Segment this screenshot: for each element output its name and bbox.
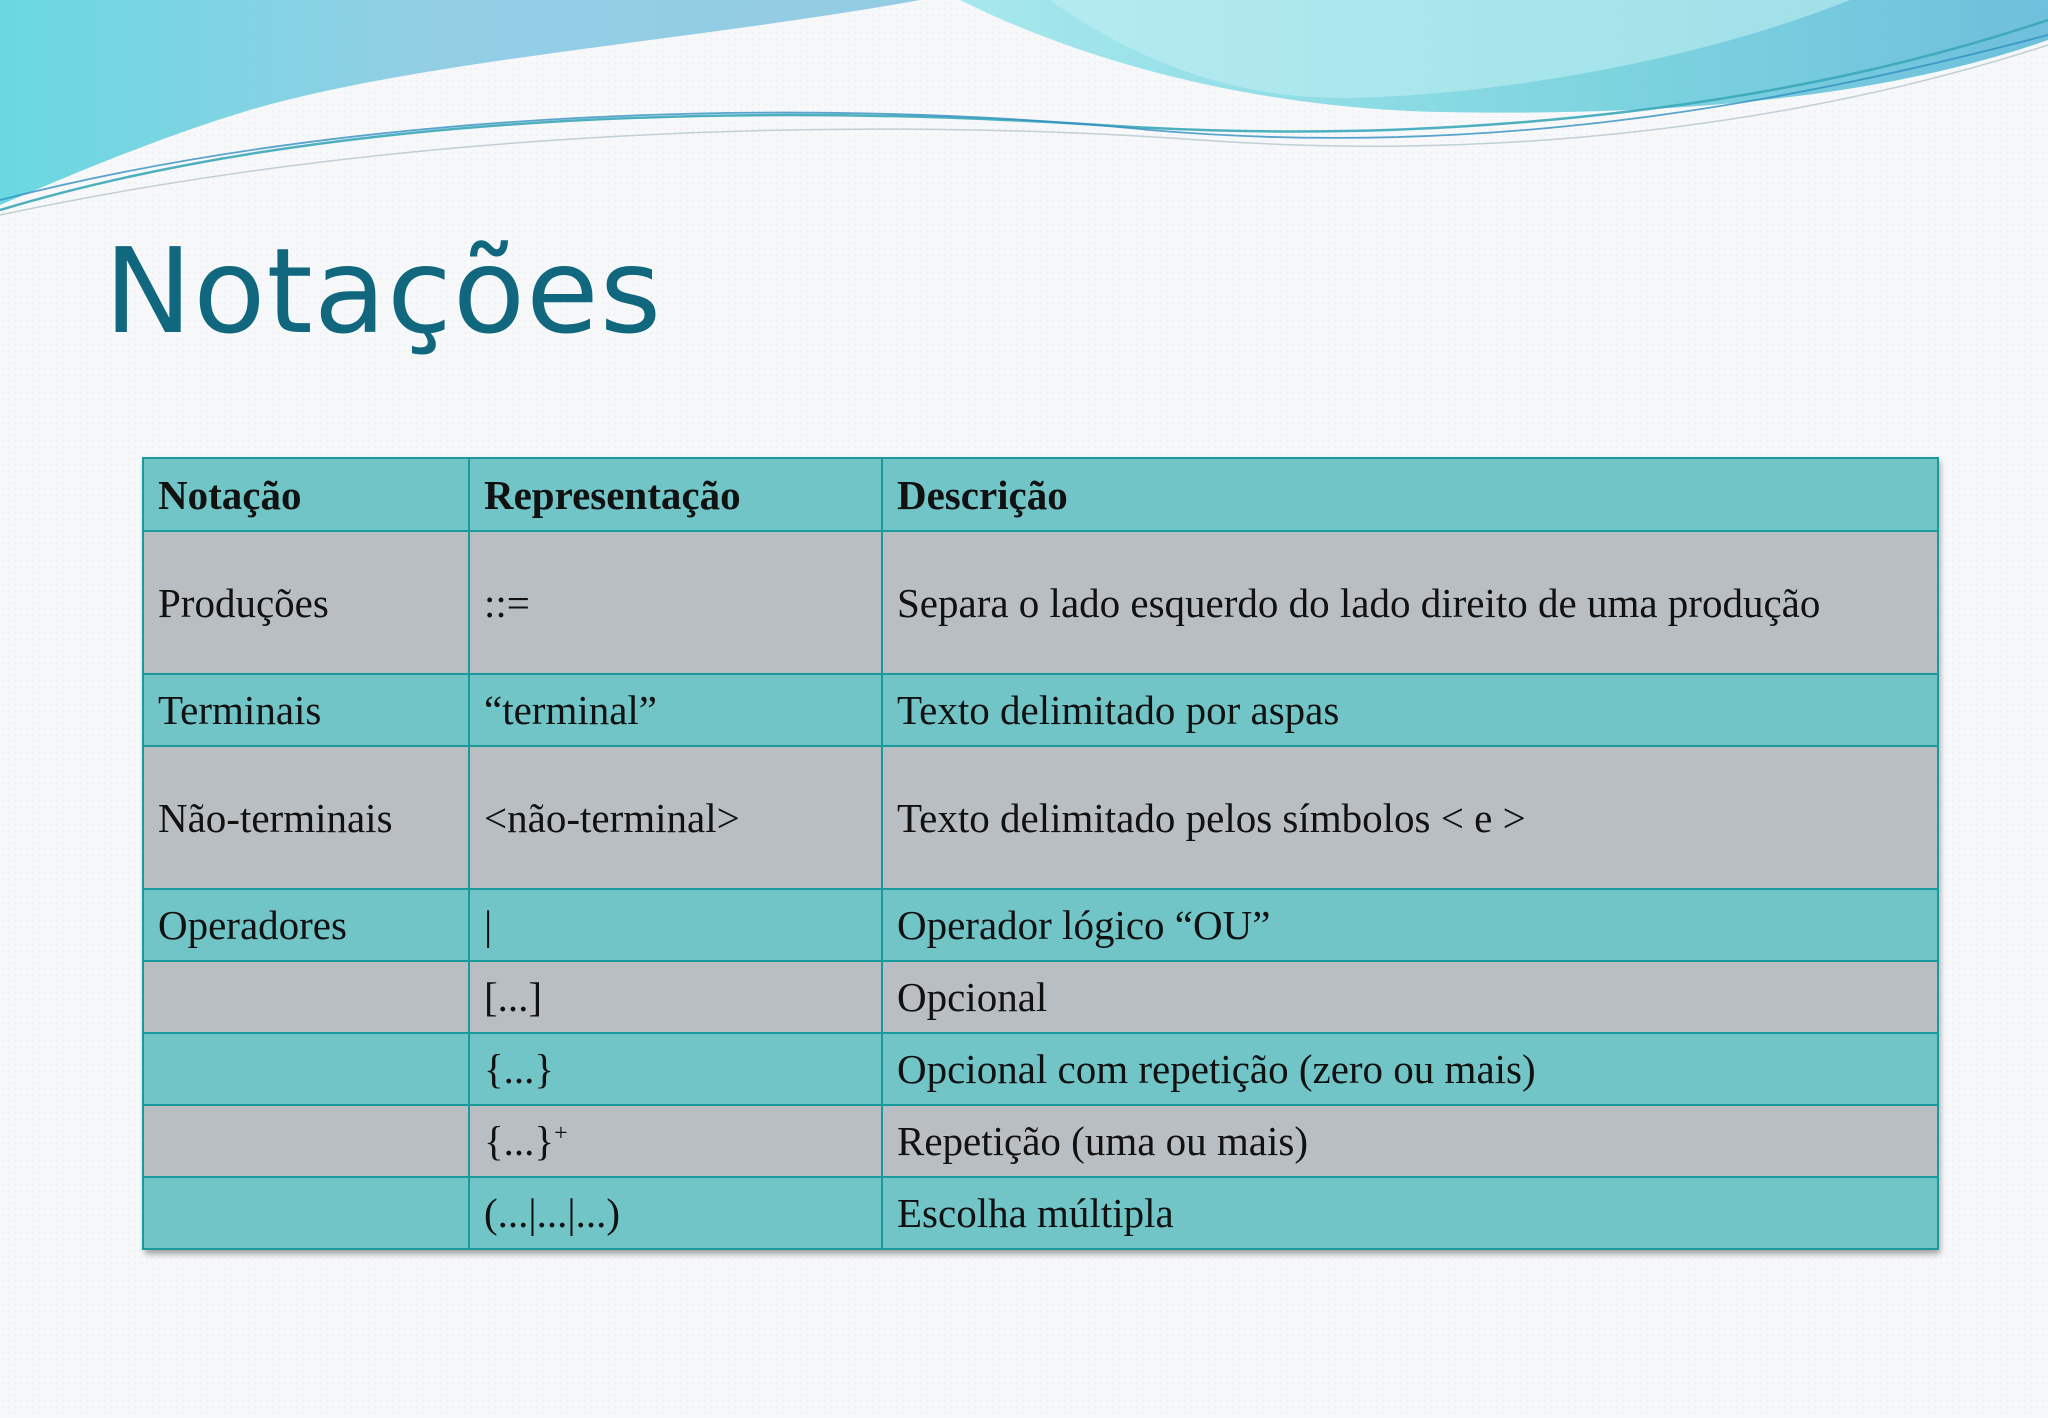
representation-text: {...} xyxy=(484,1118,555,1164)
cell-notation: Produções xyxy=(143,531,469,674)
cell-notation: Terminais xyxy=(143,674,469,746)
header-representation: Representação xyxy=(469,458,882,531)
table-header-row xyxy=(143,458,1938,531)
cell-notation xyxy=(143,1177,469,1249)
cell-representation xyxy=(469,1105,882,1177)
superscript-plus: + xyxy=(554,1120,568,1147)
cell-notation xyxy=(143,961,469,1033)
cell-representation: | xyxy=(469,889,882,961)
header-notation: Notação xyxy=(143,458,469,531)
cell-representation: <não-terminal> xyxy=(469,746,882,889)
cell-representation: [...] xyxy=(469,961,882,1033)
table-row-terminals xyxy=(143,674,1938,746)
cell-notation: Operadores xyxy=(143,889,469,961)
table-row-optional xyxy=(143,961,1938,1033)
table-row-repetition xyxy=(143,1105,1938,1177)
cell-representation: {...} xyxy=(469,1033,882,1105)
cell-description: Texto delimitado pelos símbolos < e > xyxy=(882,746,1938,889)
cell-description: Opcional xyxy=(882,961,1938,1033)
cell-notation: Não-terminais xyxy=(143,746,469,889)
cell-description: Repetição (uma ou mais) xyxy=(882,1105,1938,1177)
table-row-optional-repetition xyxy=(143,1033,1938,1105)
cell-description: Opcional com repetição (zero ou mais) xyxy=(882,1033,1938,1105)
cell-notation xyxy=(143,1033,469,1105)
table-row-operators xyxy=(143,889,1938,961)
header-description: Descrição xyxy=(882,458,1938,531)
cell-representation: “terminal” xyxy=(469,674,882,746)
notation-table-container xyxy=(142,457,1937,1250)
cell-description: Texto delimitado por aspas xyxy=(882,674,1938,746)
cell-description: Operador lógico “OU” xyxy=(882,889,1938,961)
table-row-productions xyxy=(143,531,1938,674)
notation-table xyxy=(142,457,1939,1250)
cell-representation: (...|...|...) xyxy=(469,1177,882,1249)
cell-description: Separa o lado esquerdo do lado direito de uma produção xyxy=(882,531,1938,674)
header-wave-decoration xyxy=(0,0,2048,240)
table-row-multiple-choice xyxy=(143,1177,1938,1249)
cell-representation: ::= xyxy=(469,531,882,674)
slide-title: Notações xyxy=(104,222,663,360)
cell-notation xyxy=(143,1105,469,1177)
table-row-nonterminals xyxy=(143,746,1938,889)
cell-description: Escolha múltipla xyxy=(882,1177,1938,1249)
